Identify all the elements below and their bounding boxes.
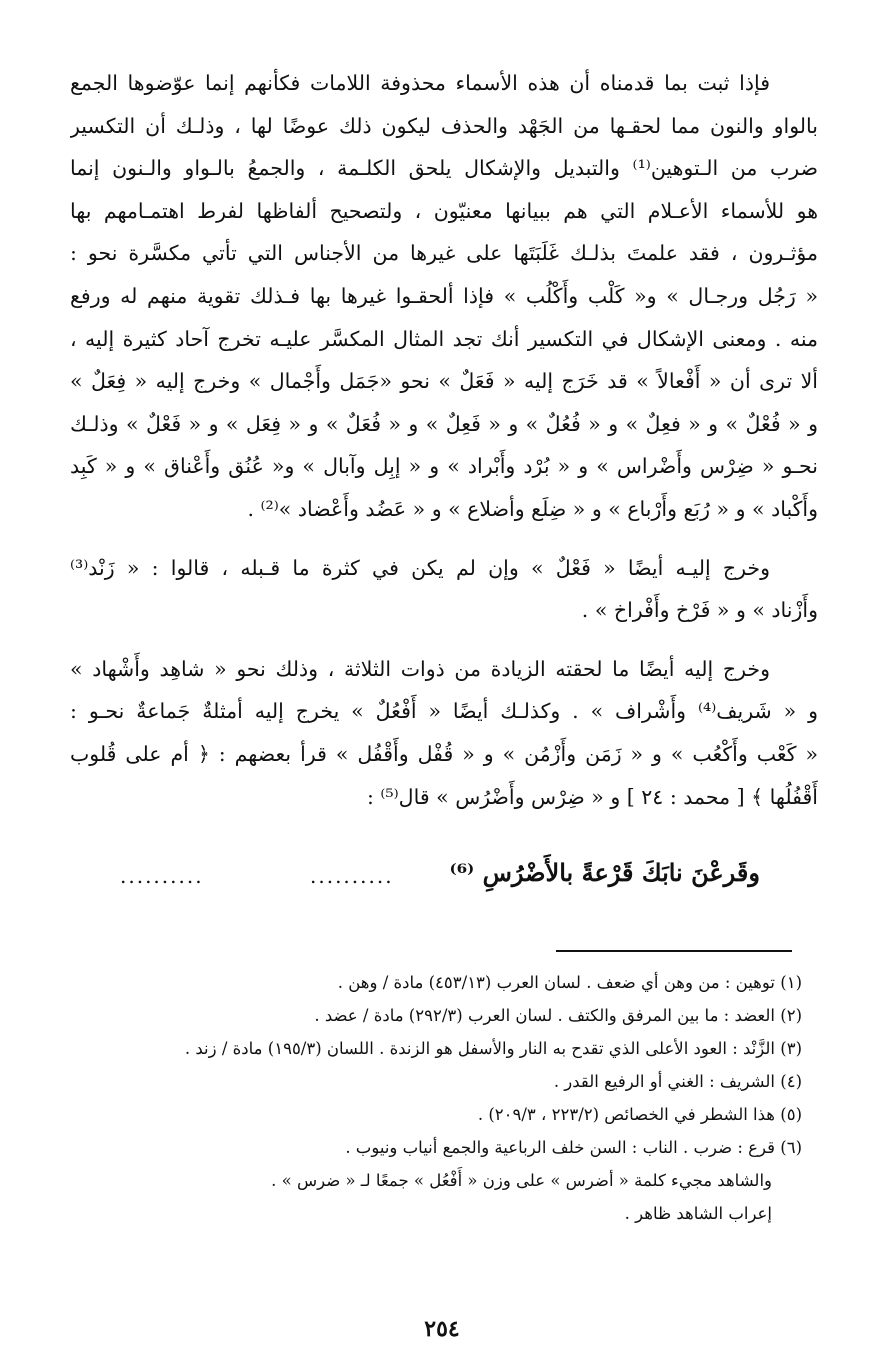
paragraph-1: [70, 62, 818, 531]
footnote: (٢) العضد : ما بين المرفق والكتف . لسان العرب (٢٩٢/٣) مادة / عضد .: [314, 1006, 802, 1025]
text-line: بالواو والنون مما لحقـها من الجَهْد والحذف ليكون ذلك عوضًا لها ، وذلـك أن التكسير: [70, 113, 818, 138]
text-line: و « شَريف⁽⁴⁾ وأَشْراف » . وكذلـك أيضًا « أَفْعُلٌ » يخرج إليه أمثلةٌ جَماعةٌ نحـو :: [70, 699, 818, 724]
text-line: وخرج إليـه أيضًا « فَعْلٌ » وإن لم يكن في كثرة ما قـبله ، قالوا : « زَنْد⁽³⁾: [70, 555, 770, 580]
verse-ellipsis: ..........: [120, 864, 204, 888]
text-line: و « فُعْلٌ » و « فعِلٌ » و « فُعُلٌ » و « فَعِلٌ » و « فُعَلٌ » و « فِعَل » و « فَعْلٌ » وذلـك: [70, 411, 818, 436]
text-line: وخرج إليه أيضًا ما لحقته الزيادة من ذوات الثلاثة ، وذلك نحو « شاهِد وأَشْهاد »: [70, 656, 770, 681]
text-line: « كَعْب وأَكْعُب » و « زَمَن وأَزْمُن » و « قُفْل وأَقْفُل » قرأ بعضهم : ﴿ أم على قُلوب: [70, 741, 818, 766]
footnote: (٤) الشريف : الغني أو الرفيع القدر .: [553, 1072, 802, 1091]
text-line: نحـو « ضِرْس وأَضْراس » و « بُرْد وأَبْراد » و « إبِل وآبال » و« عُنُق وأَعْناق » و « كَبِد: [70, 454, 818, 479]
margin-mark: [174, 20, 178, 24]
main-text: [70, 62, 818, 818]
text-line: هو للأسماء الأعـلام التي هم ببيانها معنيّون ، ولتصحيح ألفاظها لفرط اهتمـامهم بها: [70, 198, 818, 223]
verse-ellipsis: ..........: [310, 864, 394, 888]
footnote: (٣) الزَّنْد : العود الأعلى الذي تقدح به النار والأسفل هو الزندة . اللسان (١٩٥/٣) مادة / زند .: [184, 1039, 802, 1058]
verse-hemistich: وقَرعْنَ نابَكَ قَرْعةً بالأَضْرُسِ ⁽⁶⁾: [449, 858, 760, 887]
text-line: وأَكْباد » و « رُبَع وأَرْباع » و « ضِلَع وأضلاع » و « عَضُد وأَعْضاد »⁽²⁾ .: [247, 496, 818, 521]
text-line: أَقْفُلُها ﴾ [ محمد : ٢٤ ] و « ضِرْس وأَضْرُس » قال⁽⁵⁾ :: [366, 784, 818, 809]
footnote: (١) توهين : من وهن أي ضعف . لسان العرب (٤٥٣/١٣) مادة / وهن .: [337, 973, 802, 992]
footnote: (٥) هذا الشطر في الخصائص (٢٢٣/٢ ، ٢٠٩/٣) .: [477, 1105, 802, 1124]
footnote-divider: [556, 950, 792, 952]
page-number: ٢٥٤: [424, 1316, 460, 1342]
text-line: ألا ترى أن « أَفْعالاً » قد خَرَج إليه « فَعَلٌ » نحو «جَمَل وأَجْمال » وخرج إليه « فِعَلٌ »: [70, 369, 818, 394]
footnote-continuation: والشاهد مجيء كلمة « أضرس » على وزن « أَفْعُل » جمعًا لـ « ضرس » .: [271, 1171, 772, 1190]
poetry-verse: [120, 858, 760, 908]
text-line: « رَجُل ورجـال » و« كَلْب وأَكْلُب » فإذا ألحقـوا غيرها بها فـذلك تقوية منهم له ورفع: [70, 283, 818, 308]
paragraph-3: [70, 648, 818, 818]
text-line: فإذا ثبت بما قدمناه أن هذه الأسماء محذوفة اللامات فكأنهم إنما عوّضوها الجمع: [70, 71, 770, 95]
paragraph-2: [70, 547, 818, 632]
text-line: ضرب من الـتوهين⁽¹⁾ والتبديل والإشكال يلحق الكلـمة ، والجمعُ بالـواو والـنون إنما: [70, 156, 818, 181]
footnote: (٦) قرع : ضرب . الناب : السن خلف الرباعية والجمع أنياب ونيوب .: [345, 1138, 802, 1157]
text-line: وأَزْناد » و « فَرْخ وأَفْراخ » .: [581, 598, 818, 623]
footnotes: [74, 966, 802, 1230]
text-line: منه . ومعنى الإشكال في التكسير أنك تجد المثال المكسَّر عليـه تخرج آحاد كثيرة إليه ،: [70, 326, 818, 351]
footnote-continuation: إعراب الشاهد ظاهر .: [624, 1204, 772, 1223]
text-line: مؤثـرون ، فقد علمتَ بذلـك غَلَبَتَها على غيرها من الأجناس التي تأتي مكسَّرة نحو :: [70, 241, 818, 266]
